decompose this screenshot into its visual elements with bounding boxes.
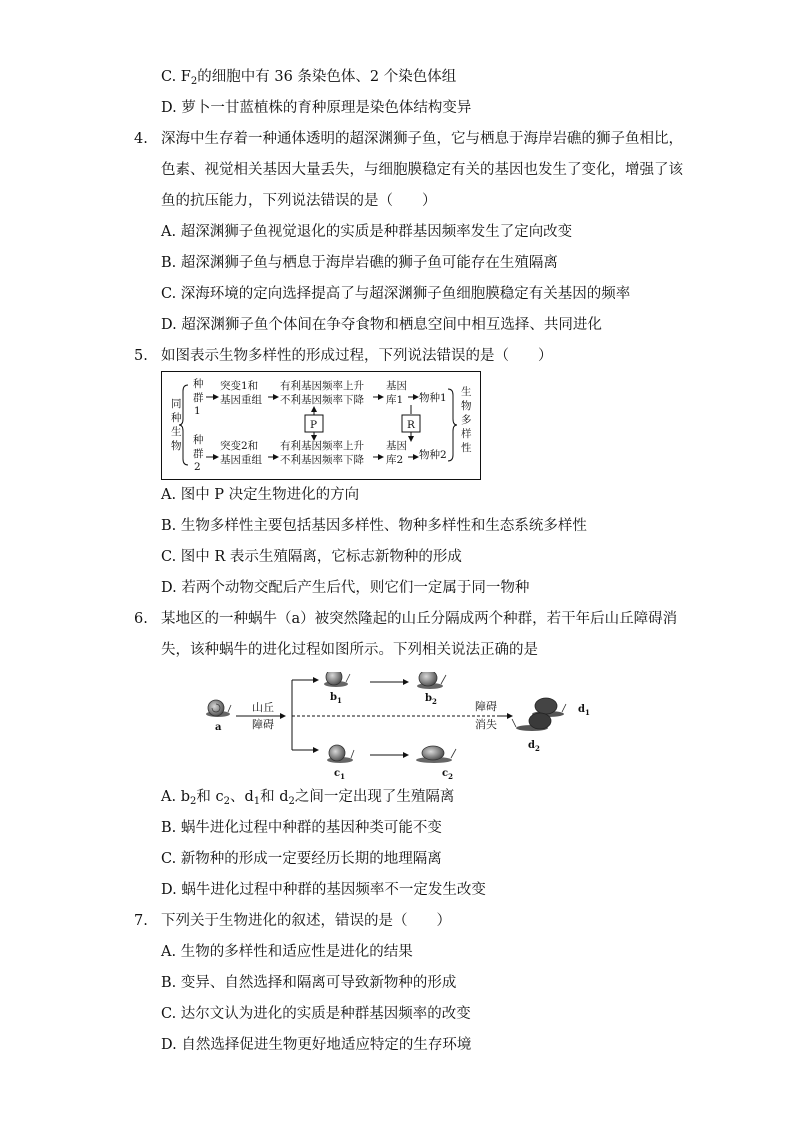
- snail-c1-label: $c_1$: [334, 768, 345, 781]
- q7-option-c: C. 达尔文认为进化的实质是种群基因频率的改变: [161, 1006, 471, 1022]
- snail-c2-icon: [416, 746, 456, 763]
- left-brace: [179, 385, 188, 465]
- snail-evolution-diagram: [200, 672, 600, 782]
- q4-number: 4.: [134, 131, 148, 147]
- left-label-char: 同: [171, 398, 182, 410]
- left-label-char: 种: [171, 412, 182, 424]
- pop1-label: 群: [193, 392, 204, 404]
- mutation1-label: 突变1和: [220, 380, 259, 392]
- q5-number: 5.: [134, 348, 148, 364]
- mutation2-label: 基因重组: [220, 454, 262, 466]
- barrier-gone-label: 消失: [475, 718, 497, 731]
- snail-d1-label: $d_1$: [578, 704, 590, 717]
- q4-stem-line3: 鱼的抗压能力，下列说法错误的是（ ）: [161, 193, 437, 209]
- q7-stem: 下列关于生物进化的叙述，错误的是（ ）: [161, 913, 451, 929]
- snail-b1-icon: [324, 672, 350, 687]
- q3-option-c: C. $F_2$的细胞中有 36 条染色体、2 个染色体组: [161, 69, 457, 87]
- q5-stem: 如图表示生物多样性的形成过程，下列说法错误的是（ ）: [161, 348, 553, 364]
- freq1-label: 不利基因频率下降: [280, 394, 364, 406]
- biodiversity-formation-diagram: [161, 371, 481, 480]
- q4-option-d: D. 超深渊狮子鱼个体间在争夺食物和栖息空间中相互选择、共同进化: [161, 317, 602, 333]
- right-label-char: 多: [461, 414, 472, 426]
- q5-option-d: D. 若两个动物交配后产生后代，则它们一定属于同一物种: [161, 580, 530, 596]
- freq2-label: 不利基因频率下降: [280, 454, 364, 466]
- q6-stem-line2: 失，该种蜗牛的进化过程如图所示。下列相关说法正确的是: [161, 642, 538, 658]
- q6-option-d: D. 蜗牛进化过程中种群的基因频率不一定发生改变: [161, 882, 486, 898]
- q7-number: 7.: [134, 913, 148, 929]
- q6-option-b: B. 蜗牛进化过程中种群的基因种类可能不变: [161, 820, 442, 836]
- q3-option-d: D. 萝卜一甘蓝植株的育种原理是染色体结构变异: [161, 100, 472, 116]
- q7-option-d: D. 自然选择促进生物更好地适应特定的生存环境: [161, 1037, 472, 1053]
- right-brace: [448, 389, 457, 461]
- r-label: R: [407, 419, 415, 431]
- q6-number: 6.: [134, 611, 148, 627]
- q4-stem-line2: 色素、视觉相关基因大量丢失，与细胞膜稳定有关的基因也发生了变化，增强了该: [161, 162, 683, 178]
- gene-pool2-label: 库2: [386, 454, 404, 466]
- snail-a-label: a: [215, 722, 222, 733]
- right-label-char: 性: [461, 442, 472, 454]
- snail-b2-icon: [417, 672, 446, 689]
- gene-pool1-label: 基因: [386, 380, 407, 392]
- pop2-label: 2: [194, 461, 201, 473]
- gene-pool1-label: 库1: [386, 394, 404, 406]
- pop2-label: 群: [193, 448, 204, 460]
- mutation2-label: 突变2和: [220, 440, 259, 452]
- snail-b2-label: $b_2$: [425, 693, 437, 706]
- gene-pool2-label: 基因: [386, 440, 407, 452]
- q5-option-a: A. 图中 P 决定生物进化的方向: [161, 487, 360, 503]
- mutation1-label: 基因重组: [220, 394, 262, 406]
- right-label-char: 生: [461, 386, 472, 398]
- snail-c2-label: $c_2$: [442, 768, 453, 781]
- right-label-char: 样: [461, 428, 472, 440]
- pop1-label: 种: [193, 378, 204, 390]
- q4-stem-line1: 深海中生存着一种通体透明的超深渊狮子鱼，它与栖息于海岸岩礁的狮子鱼相比，: [161, 131, 683, 147]
- snail-a-icon: [206, 700, 231, 717]
- q4-option-c: C. 深海环境的定向选择提高了与超深渊狮子鱼细胞膜稳定有关基因的频率: [161, 286, 631, 302]
- q4-option-b: B. 超深渊狮子鱼与栖息于海岸岩礁的狮子鱼可能存在生殖隔离: [161, 255, 558, 271]
- pop1-label: 1: [194, 405, 201, 417]
- q7-option-b: B. 变异、自然选择和隔离可导致新物种的形成: [161, 975, 457, 991]
- left-label-char: 生: [171, 426, 182, 438]
- q5-option-c: C. 图中 R 表示生殖隔离，它标志新物种的形成: [161, 549, 462, 565]
- left-label-char: 物: [171, 440, 182, 452]
- q6-option-a: A. $b_2$和 $c_2$、$d_1$和 $d_2$之间一定出现了生殖隔离: [161, 789, 455, 807]
- q6-option-c: C. 新物种的形成一定要经历长期的地理隔离: [161, 851, 442, 867]
- freq2-label: 有利基因频率上升: [280, 440, 364, 452]
- snail-b1-label: $b_1$: [330, 692, 342, 705]
- species2-label: 物种2: [419, 449, 447, 461]
- right-label-char: 物: [461, 400, 472, 412]
- snail-d2-label: $d_2$: [528, 740, 540, 753]
- q4-option-a: A. 超深渊狮子鱼视觉退化的实质是种群基因频率发生了定向改变: [161, 224, 573, 240]
- snail-d2-icon: [512, 713, 551, 731]
- q7-option-a: A. 生物的多样性和适应性是进化的结果: [161, 944, 413, 960]
- q6-stem-line1: 某地区的一种蜗牛（a）被突然隆起的山丘分隔成两个种群，若干年后山丘障碍消: [161, 611, 678, 627]
- species1-label: 物种1: [419, 392, 447, 404]
- barrier-gone-label: 障碍: [475, 700, 497, 713]
- freq1-label: 有利基因频率上升: [280, 380, 364, 392]
- hill-barrier-label: 山丘: [252, 701, 274, 714]
- pop2-label: 种: [193, 434, 204, 446]
- q5-option-b: B. 生物多样性主要包括基因多样性、物种多样性和生态系统多样性: [161, 518, 587, 534]
- snail-c1-icon: [327, 745, 354, 763]
- hill-barrier-label: 障碍: [252, 718, 274, 731]
- p-label: P: [310, 419, 318, 431]
